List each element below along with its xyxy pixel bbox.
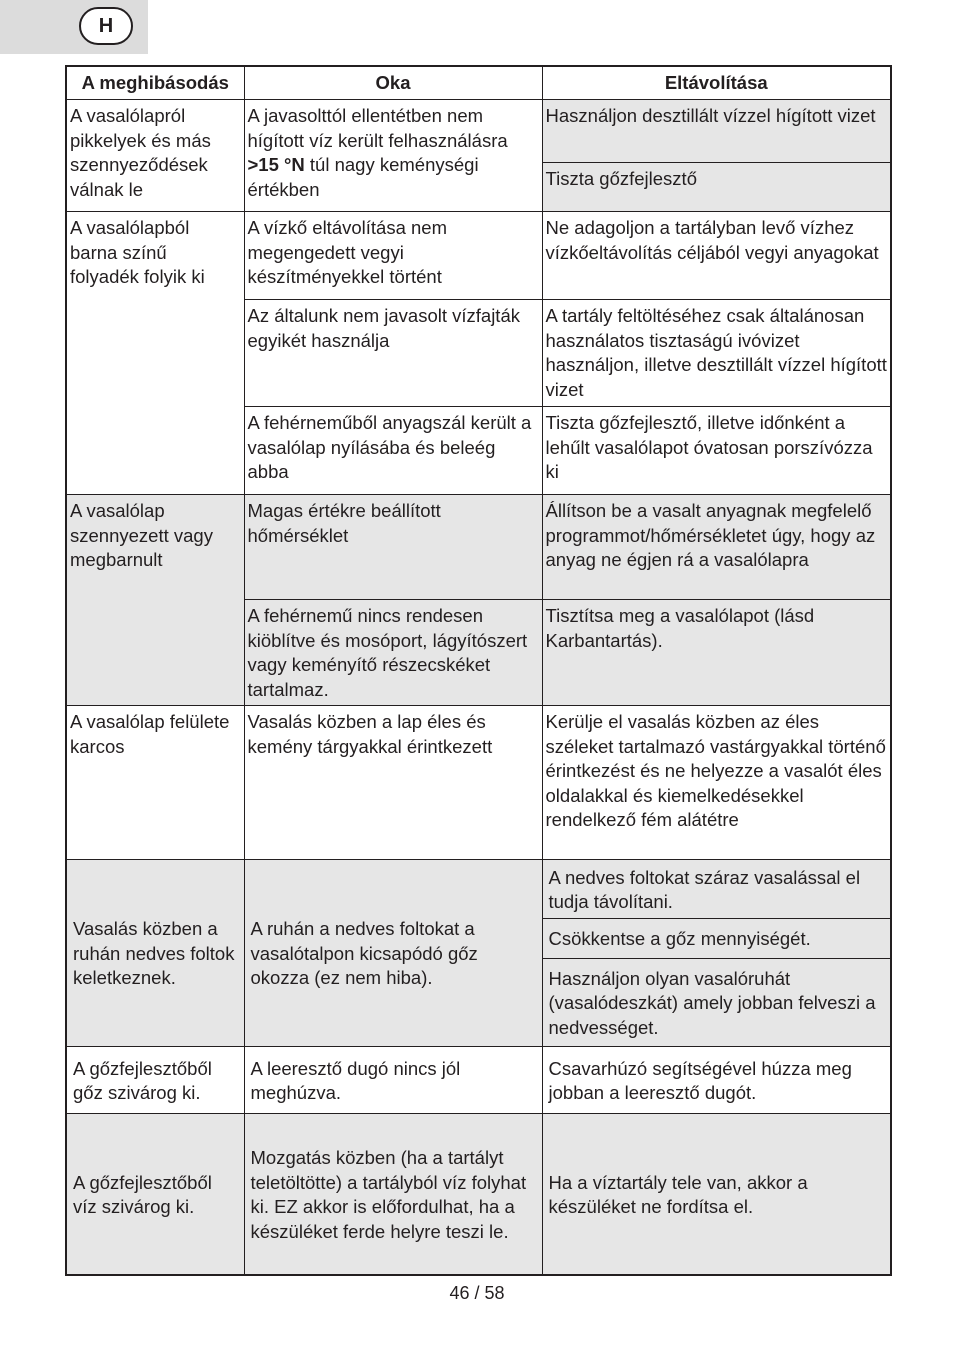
remedy-cell: Állítson be a vasalt anyagnak megfelelő programmot/hőmérsékletet úgy, hogy az anyag ne égjen rá a vasalólapra	[542, 495, 891, 600]
remedy-cell: Tiszta gőzfejlesztő	[542, 163, 891, 212]
remedy-cell: A nedves foltokat száraz vasalással el tudja távolítani.	[542, 860, 891, 919]
remedy-cell: Kerülje el vasalás közben az éles széleket tartalmazó vastárgyakkal történő érintkezést és ne helyezze a vasalót éles oldalakkal és kiemelkedésekkel rendelkező fém alátétre	[542, 706, 891, 860]
remedy-cell: Csökkentse a gőz mennyiségét.	[542, 919, 891, 959]
cause-text: A javasolttól ellentétben nem hígított víz került felhasználásra	[247, 105, 508, 151]
column-header-cause: Oka	[244, 66, 542, 100]
table-row	[66, 706, 891, 860]
cause-cell: A fehérnemű nincs rendesen kiöblítve és mosóport, lágyítószert vagy keményítő részecskéket tartalmaz.	[244, 600, 542, 706]
troubleshooting-table	[65, 65, 892, 1276]
cause-text: túl nagy keménységi értékben	[247, 154, 479, 200]
column-header-problem: A meghibásodás	[66, 66, 244, 100]
table-row	[66, 495, 891, 600]
table-row	[66, 860, 891, 919]
language-tab	[0, 0, 148, 54]
problem-cell: A gőzfejlesztőből víz szivárog ki.	[66, 1114, 244, 1276]
cause-cell: A ruhán a nedves foltokat a vasalótalpon kicsapódó gőz okozza (ez nem hiba).	[244, 860, 542, 1047]
remedy-cell: Ne adagoljon a tartályban levő vízhez vízkőeltávolítás céljából vegyi anyagokat	[542, 212, 891, 300]
cause-cell: Az általunk nem javasolt vízfajták egyikét használja	[244, 300, 542, 407]
remedy-cell: Ha a víztartály tele van, akkor a készüléket ne fordítsa el.	[542, 1114, 891, 1276]
cause-cell: Magas értékre beállított hőmérséklet	[244, 495, 542, 600]
table-header-row	[66, 66, 891, 100]
hardness-value: >15 °N	[247, 154, 305, 175]
cause-cell: Mozgatás közben (ha a tartályt teletöltötte) a tartályból víz folyhat ki. EZ akkor is előfordulhat, ha a készüléket ferde helyre teszi le.	[244, 1114, 542, 1276]
remedy-cell: Tisztítsa meg a vasalólapot (lásd Karbantartás).	[542, 600, 891, 706]
remedy-cell: Használjon desztillált vízzel hígított vizet	[542, 100, 891, 163]
table-row	[66, 1114, 891, 1276]
problem-cell: Vasalás közben a ruhán nedves foltok keletkeznek.	[66, 860, 244, 1047]
cause-cell: Vasalás közben a lap éles és kemény tárgyakkal érintkezett	[244, 706, 542, 860]
problem-cell: A vasalólap felülete karcos	[66, 706, 244, 860]
remedy-cell: Használjon olyan vasalóruhát (vasalódeszkát) amely jobban felveszi a nedvességet.	[542, 959, 891, 1047]
cause-cell: A fehérneműből anyagszál került a vasalólap nyílásába és beleég abba	[244, 407, 542, 495]
page-number: 46 / 58	[449, 1283, 505, 1303]
problem-cell: A vasalólapból barna színű folyadék folyik ki	[66, 212, 244, 495]
problem-cell: A vasalólapról pikkelyek és más szennyeződések válnak le	[66, 100, 244, 212]
table-row	[66, 100, 891, 163]
cause-cell: A vízkő eltávolítása nem megengedett vegyi készítményekkel történt	[244, 212, 542, 300]
problem-cell: A vasalólap szennyezett vagy megbarnult	[66, 495, 244, 706]
remedy-cell: A tartály feltöltéséhez csak általánosan használatos tisztaságú ivóvizet használjon, illetve desztillált vízzel hígított vizet	[542, 300, 891, 407]
cause-cell	[244, 100, 542, 212]
remedy-cell: Tiszta gőzfejlesztő, illetve időnként a lehűlt vasalólapot óvatosan porszívózza ki	[542, 407, 891, 495]
cause-cell: A leeresztő dugó nincs jól meghúzva.	[244, 1047, 542, 1114]
language-badge: H	[79, 7, 133, 45]
remedy-cell: Csavarhúzó segítségével húzza meg jobban a leeresztő dugót.	[542, 1047, 891, 1114]
table-row	[66, 1047, 891, 1114]
table-row	[66, 212, 891, 300]
problem-cell: A gőzfejlesztőből gőz szivárog ki.	[66, 1047, 244, 1114]
column-header-remedy: Eltávolítása	[542, 66, 891, 100]
